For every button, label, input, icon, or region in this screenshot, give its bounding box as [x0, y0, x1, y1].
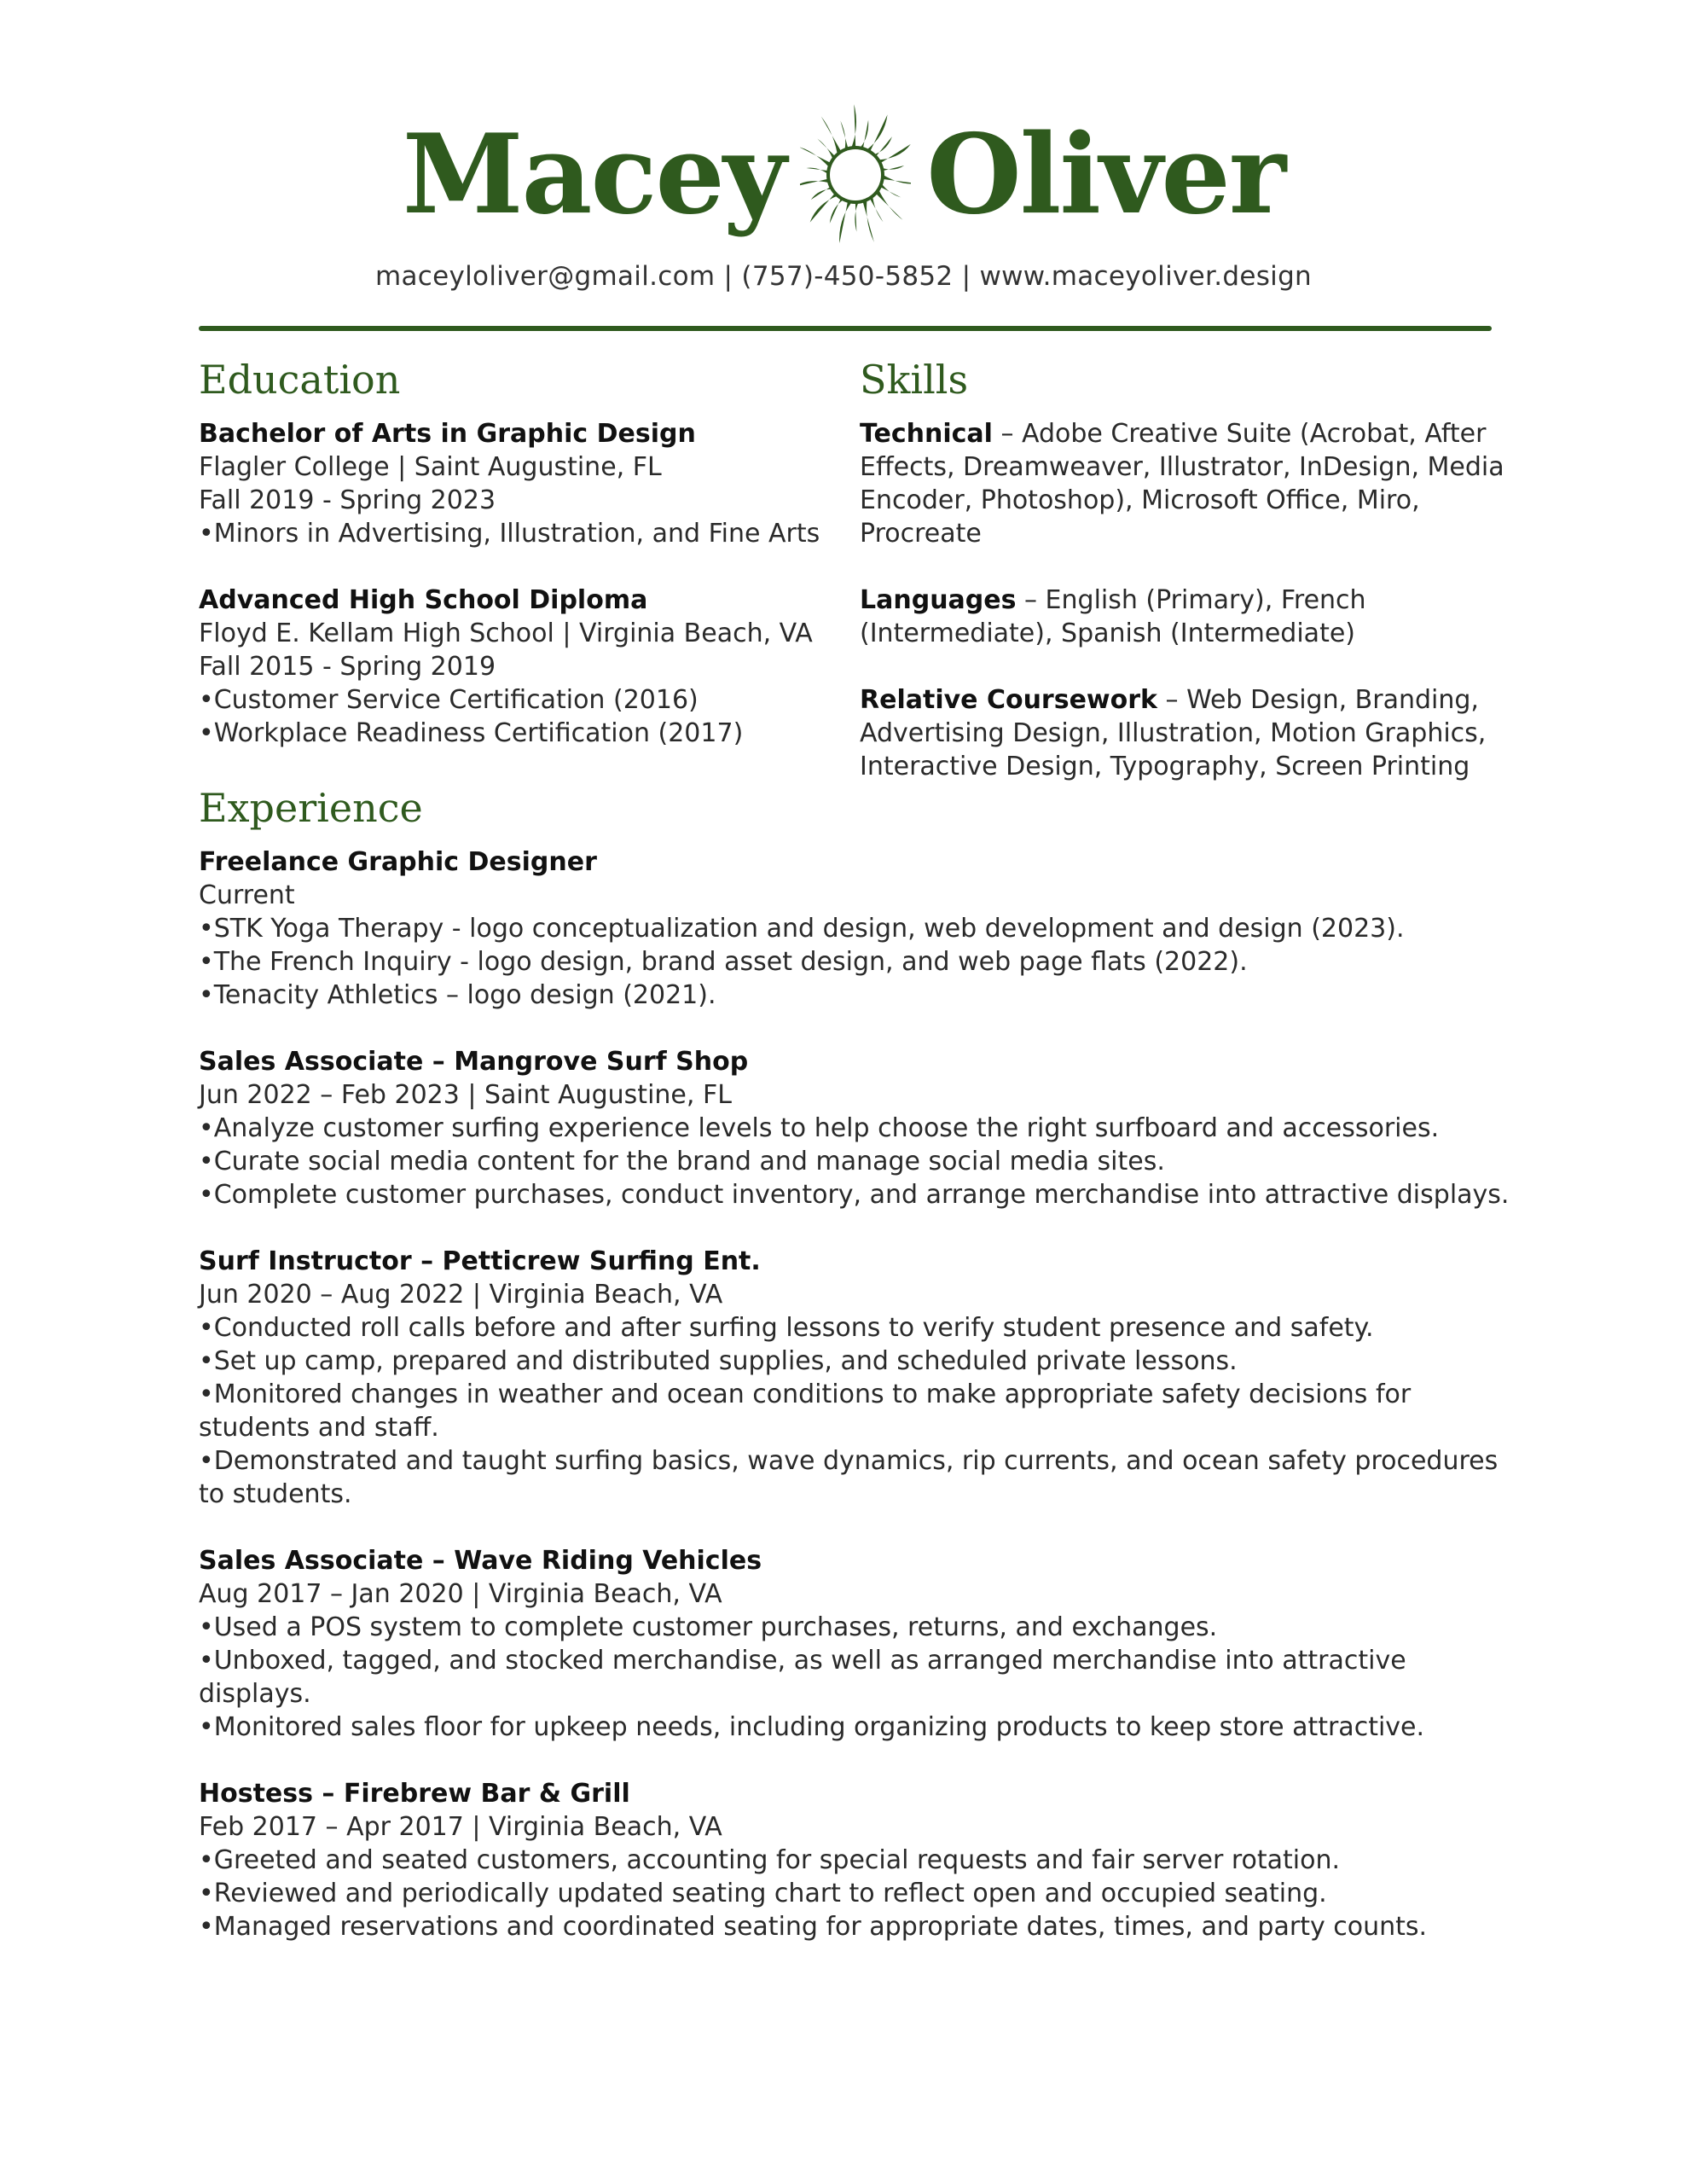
degree-title: Bachelor of Arts in Graphic Design [199, 418, 696, 449]
job-bullet: • STK Yoga Therapy - logo conceptualization and design, web development and design (2023). [199, 912, 1512, 945]
job-bullet: • Conducted roll calls before and after surfing lessons to verify student presence and safety. [199, 1311, 1512, 1345]
header-divider [199, 326, 1492, 331]
skill-item [860, 584, 1508, 650]
skill-item [860, 417, 1508, 550]
sun-icon [800, 102, 911, 247]
education-title: Education [199, 357, 401, 403]
job-bullet: • Demonstrated and taught surfing basics, wave dynamics, rip currents, and ocean safety procedures to students. [199, 1444, 1512, 1511]
resume-header [0, 94, 1687, 292]
education-entry [199, 584, 830, 750]
skills-section [860, 358, 1508, 816]
skills-list [860, 417, 1508, 783]
job-bullet: • Tenacity Athletics – logo design (2021). [199, 979, 1512, 1012]
skill-text: – English (Primary), French (Intermediate), Spanish (Intermediate) [860, 584, 1366, 648]
job-bullet: • Used a POS system to complete customer purchases, returns, and exchanges. [199, 1611, 1512, 1644]
experience-entry [199, 1544, 1512, 1744]
job-bullet: • Monitored sales floor for upkeep needs, including organizing products to keep store attractive. [199, 1711, 1512, 1744]
job-bullet: • Analyze customer surfing experience levels to help choose the right surfboard and accessories. [199, 1112, 1512, 1145]
job-title: Surf Instructor – Petticrew Surfing Ent. [199, 1246, 761, 1276]
education-list [199, 417, 830, 750]
first-name: Macey [402, 111, 786, 239]
job-meta: Current [199, 880, 295, 910]
skill-text: – Web Design, Branding, Advertising Design, Illustration, Motion Graphics, Interactive Design, Typography, Screen Printing [860, 684, 1487, 781]
job-bullet: • Unboxed, tagged, and stocked merchandise, as well as arranged merchandise into attractive displays. [199, 1644, 1512, 1711]
job-title: Freelance Graphic Designer [199, 846, 597, 877]
education-section [199, 358, 830, 783]
job-title: Hostess – Firebrew Bar & Grill [199, 1778, 630, 1809]
name-logo [0, 94, 1687, 256]
job-meta: Jun 2022 – Feb 2023 | Saint Augustine, FL [199, 1079, 732, 1110]
job-bullet: • The French Inquiry - logo design, brand asset design, and web page flats (2022). [199, 945, 1512, 979]
job-title: Sales Associate – Wave Riding Vehicles [199, 1545, 762, 1576]
job-bullet: • Curate social media content for the brand and manage social media sites. [199, 1145, 1512, 1178]
job-bullet: • Managed reservations and coordinated seating for appropriate dates, times, and party counts. [199, 1910, 1512, 1943]
skill-label: Languages [860, 584, 1017, 615]
job-meta: Aug 2017 – Jan 2020 | Virginia Beach, VA [199, 1578, 722, 1609]
education-dates: Fall 2019 - Spring 2023 [199, 485, 496, 515]
experience-entry [199, 1777, 1512, 1943]
job-bullet: • Greeted and seated customers, accounting for special requests and fair server rotation. [199, 1844, 1512, 1877]
experience-title: Experience [199, 785, 423, 831]
job-bullet: • Set up camp, prepared and distributed supplies, and scheduled private lessons. [199, 1345, 1512, 1378]
school-name: Floyd E. Kellam High School | Virginia Beach, VA [199, 618, 813, 648]
education-dates: Fall 2015 - Spring 2019 [199, 651, 496, 682]
skill-text: – Adobe Creative Suite (Acrobat, After Effects, Dreamweaver, Illustrator, InDesign, Media Encoder, Photoshop), Microsoft Office, Miro, Procreate [860, 418, 1504, 549]
experience-entry [199, 1245, 1512, 1511]
experience-entry [199, 845, 1512, 1012]
contact-info: maceyloliver@gmail.com | (757)-450-5852 | www.maceyoliver.design [374, 261, 1312, 292]
education-bullet: • Workplace Readiness Certification (2017) [199, 717, 830, 750]
job-bullet: • Complete customer purchases, conduct inventory, and arrange merchandise into attractive displays. [199, 1178, 1512, 1211]
job-bullet: • Monitored changes in weather and ocean conditions to make appropriate safety decisions for students and staff. [199, 1378, 1512, 1444]
skill-label: Relative Coursework [860, 684, 1157, 715]
job-bullet: • Reviewed and periodically updated seating chart to reflect open and occupied seating. [199, 1877, 1512, 1910]
education-bullet: • Minors in Advertising, Illustration, and Fine Arts [199, 517, 830, 550]
job-meta: Feb 2017 – Apr 2017 | Virginia Beach, VA [199, 1811, 722, 1842]
job-meta: Jun 2020 – Aug 2022 | Virginia Beach, VA [199, 1279, 723, 1310]
skill-item [860, 683, 1508, 783]
experience-section [199, 787, 1512, 1977]
education-bullet: • Customer Service Certification (2016) [199, 683, 830, 717]
education-entry [199, 417, 830, 550]
experience-list [199, 845, 1512, 1943]
skill-label: Technical [860, 418, 993, 449]
experience-entry [199, 1045, 1512, 1211]
skills-title: Skills [860, 357, 969, 403]
job-title: Sales Associate – Mangrove Surf Shop [199, 1046, 749, 1077]
school-name: Flagler College | Saint Augustine, FL [199, 451, 662, 482]
last-name: Oliver [926, 111, 1285, 239]
degree-title: Advanced High School Diploma [199, 584, 648, 615]
